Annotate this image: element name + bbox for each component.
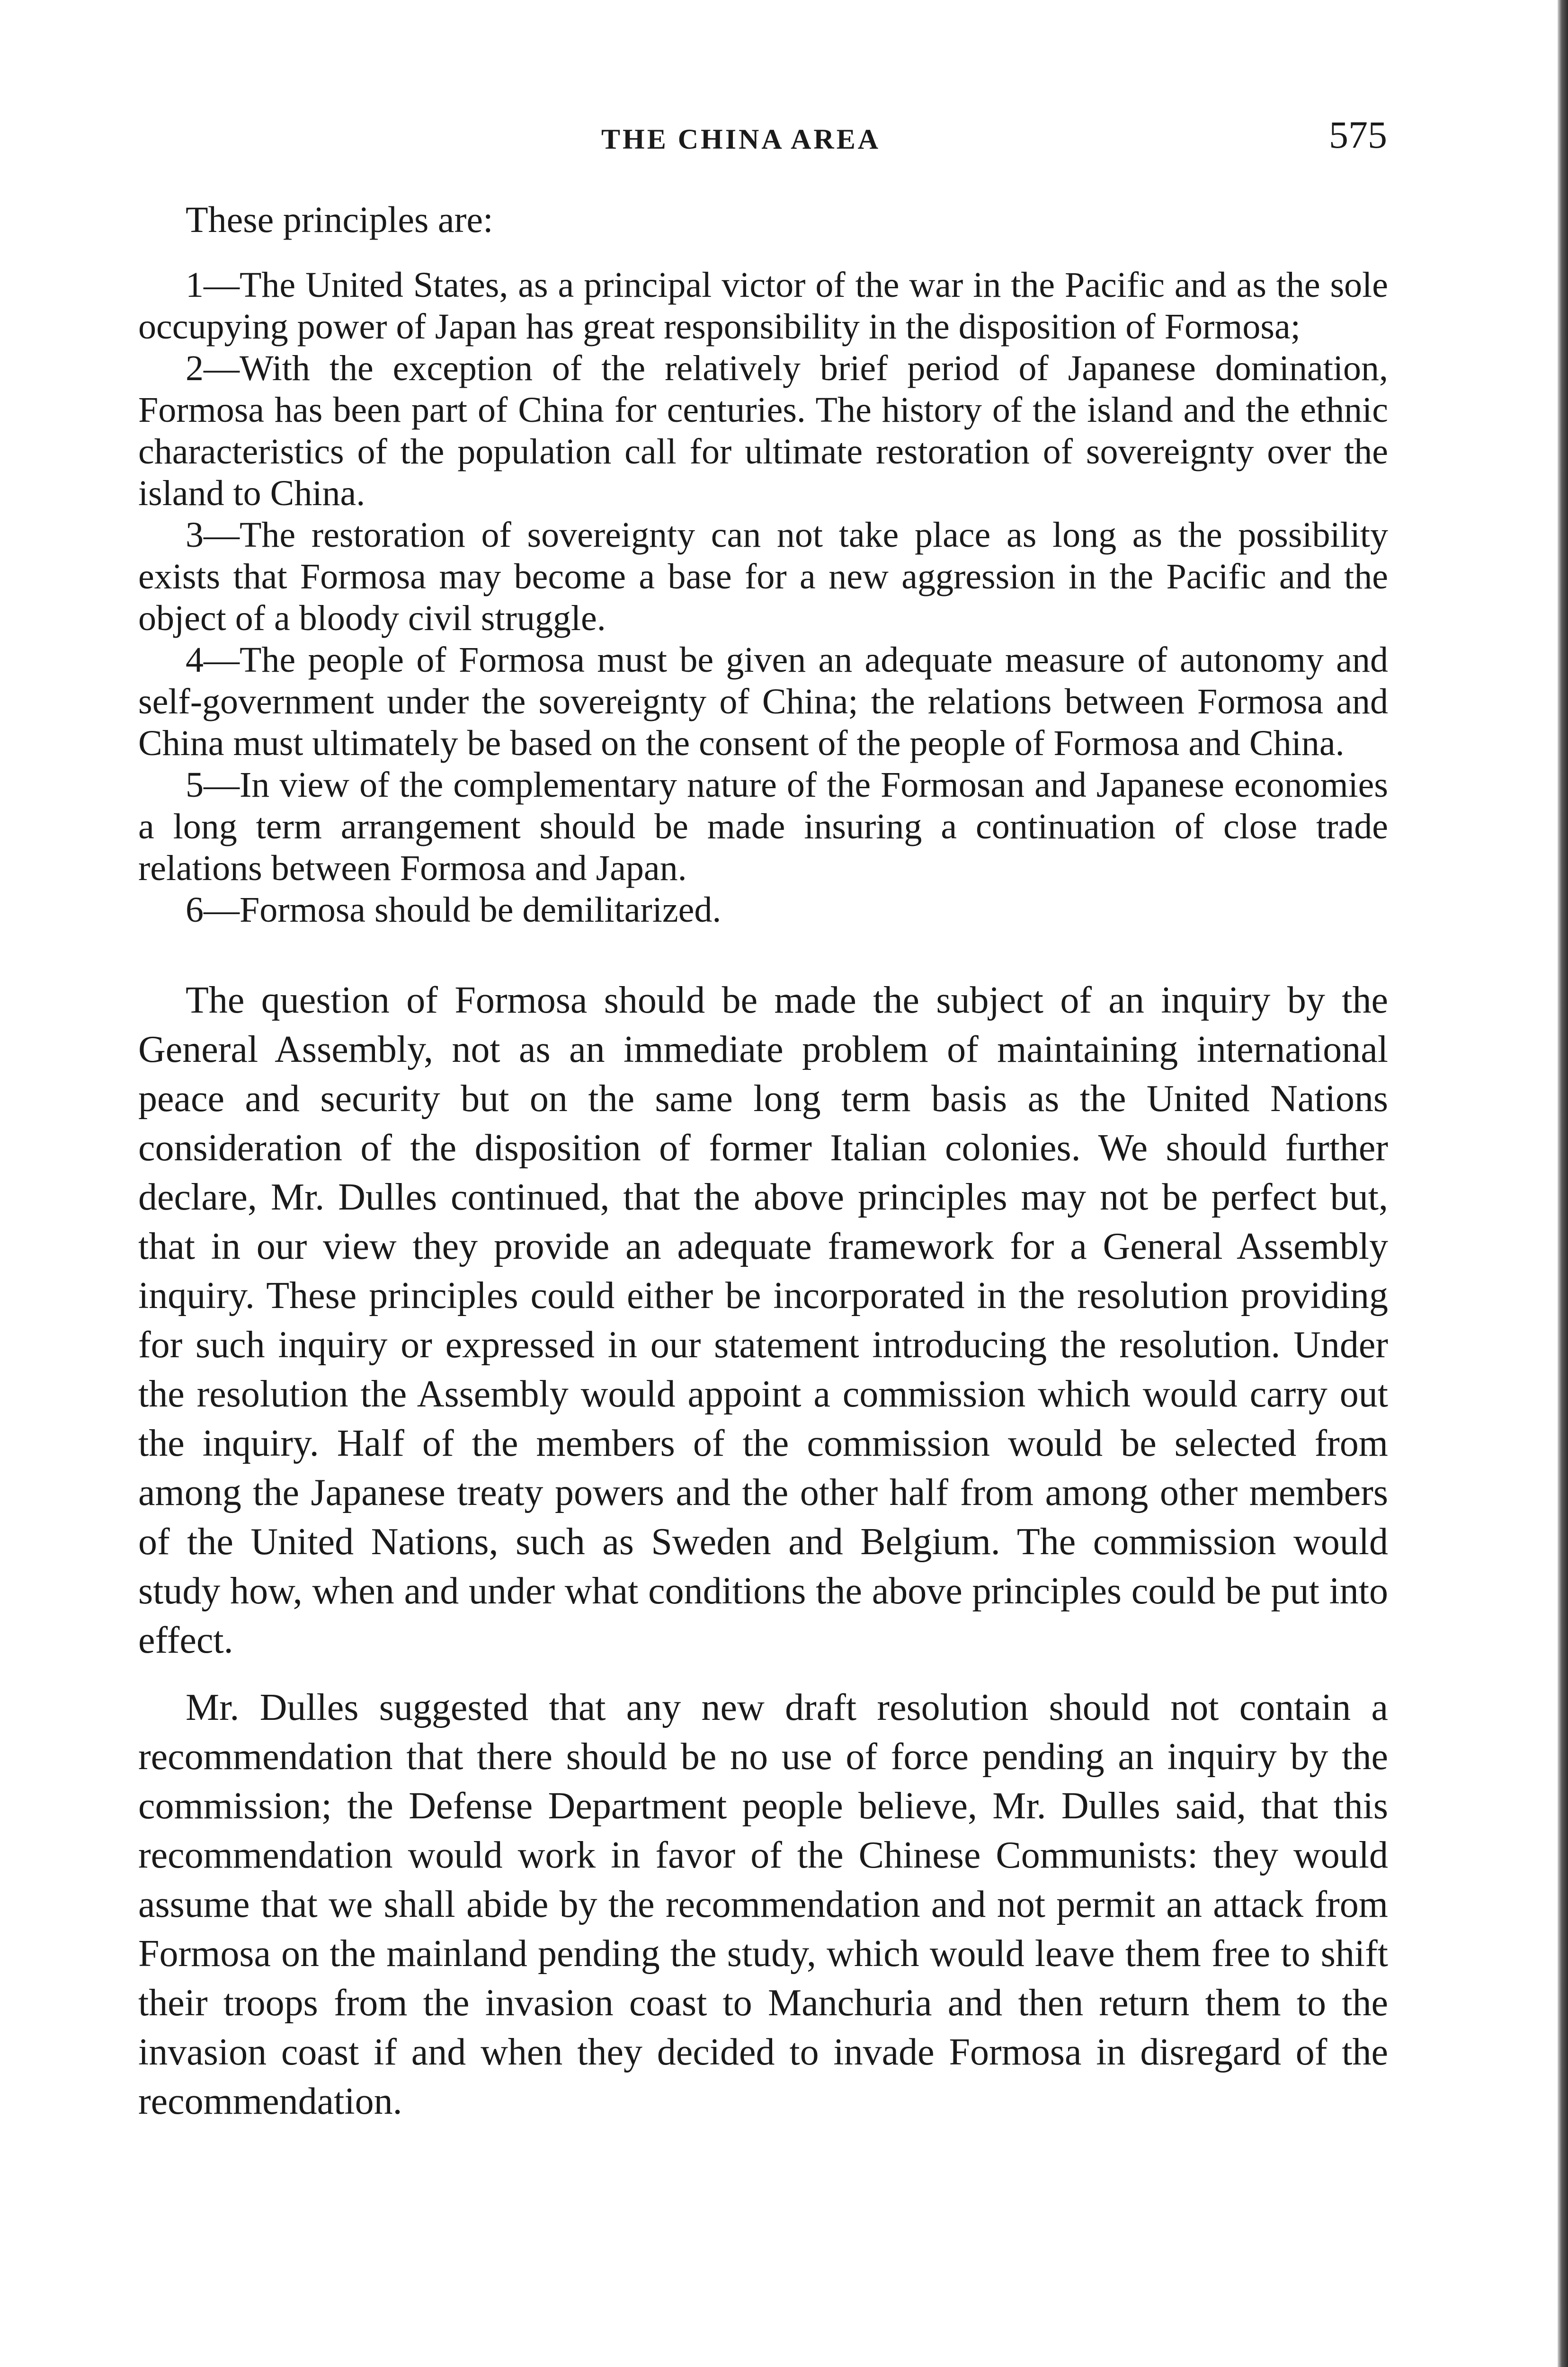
principle-item: 3—The restoration of sovereignty can not take place as long as the possibility exists that Formosa may become a base for a new aggression in the Pacific and the object of a bloody civil struggle.: [138, 515, 1388, 638]
running-head: THE CHINA AREA: [601, 124, 881, 155]
principle-item: 2—With the exception of the relatively brief period of Japanese domination, Formosa has been part of China for centuries. The history of the island and the ethnic characteristics of the population call for ultimate restoration of sovereignty over the island to China.: [138, 348, 1388, 513]
body-text: [138, 199, 1388, 2126]
body-paragraph: The question of Formosa should be made the subject of an inquiry by the General Assembly, not as an immediate problem of maintaining international peace and security but on the same long term basis as the United Nations consideration of the disposition of former Italian colonies. We should further declare, Mr. Dulles continued, that the above principles may not be perfect but, that in our view they provide an adequate framework for a General Assembly inquiry. These principles could either be incorporated in the resolution providing for such inquiry or expressed in our statement introducing the resolution. Under the resolution the Assembly would appoint a commission which would carry out the inquiry. Half of the members of the commission would be selected from among the Japanese treaty powers and the other half from among other members of the United Nations, such as Sweden and Belgium. The commission would study how, when and under what conditions the above principles could be put into effect.: [138, 979, 1388, 1661]
principles-list: [138, 264, 1388, 931]
page-edge-shadow: [1558, 0, 1568, 2367]
principle-item: 6—Formosa should be demilitarized.: [186, 890, 722, 930]
principles-intro: These principles are:: [186, 199, 493, 240]
page-number: 575: [1329, 113, 1387, 156]
principle-item: 5—In view of the complementary nature of the Formosan and Japanese economies a long term arrangement should be made insuring a continuation of close trade relations between Formosa and Japan.: [138, 765, 1388, 888]
body-paragraph: Mr. Dulles suggested that any new draft resolution should not contain a recommendation that there should be no use of force pending an inquiry by the commission; the Defense Department people believe, Mr. Dulles said, that this recommendation would work in favor of the Chinese Communists: they would assume that we shall abide by the recommendation and not permit an attack from Formosa on the mainland pending the study, which would leave them free to shift their troops from the invasion coast to Manchuria and then return them to the invasion coast if and when they decided to invade Formosa in disregard of the recommendation.: [138, 1687, 1388, 2122]
principle-item: 1—The United States, as a principal victor of the war in the Pacific and as the sole occupying power of Japan has great responsibility in the disposition of Formosa;: [138, 265, 1388, 347]
page-header: [137, 113, 1387, 161]
principle-item: 4—The people of Formosa must be given an adequate measure of autonomy and self-government under the sovereignty of China; the relations between Formosa and China must ultimately be based on the consent of the people of Formosa and China.: [138, 640, 1388, 763]
